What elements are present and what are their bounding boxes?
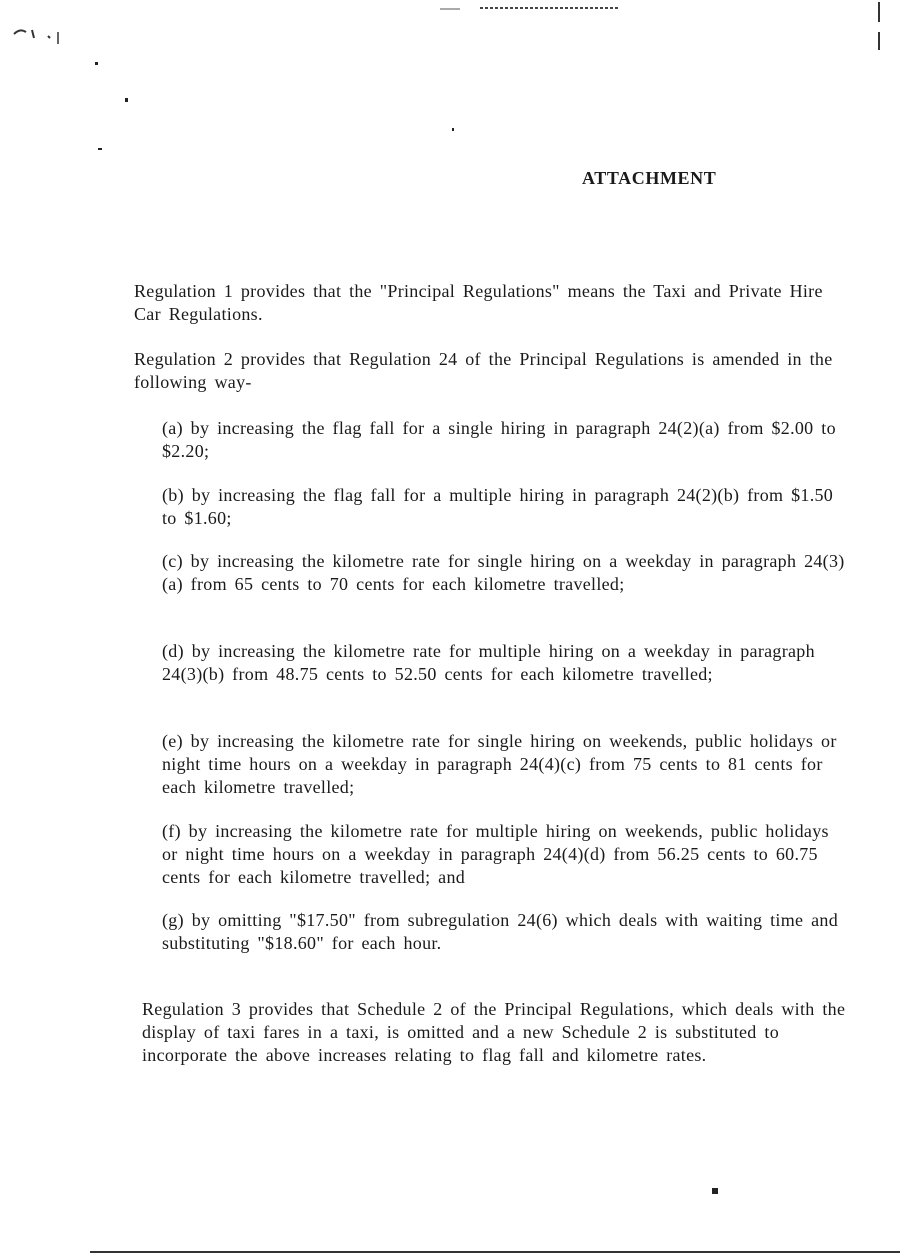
amendment-item-c: (c) by increasing the kilometre rate for single hiring on a weekday in paragraph 24(3)(a) from 65 cents to 70 cents for each kilometre travelled; [162, 551, 845, 594]
amendment-item-d: (d) by increasing the kilometre rate for multiple hiring on a weekday in paragraph 24(3)(b) from 48.75 cents to 52.50 cents for each kilometre travelled; [162, 641, 815, 684]
scan-speck [452, 128, 454, 131]
scan-bottom-edge [90, 1251, 900, 1253]
attachment-heading: ATTACHMENT [582, 168, 717, 188]
scan-speck [125, 98, 128, 102]
amendment-item-g: (g) by omitting "$17.50" from subregulation 24(6) which deals with waiting time and substituting "$18.60" for each hour. [162, 910, 838, 953]
amendment-item-e: (e) by increasing the kilometre rate for single hiring on weekends, public holidays or night time hours on a weekday in paragraph 24(4)(c) from 75 cents to 81 cents for each kilometre travelled; [162, 731, 837, 797]
amendment-item-f: (f) by increasing the kilometre rate for multiple hiring on weekends, public holidays or night time hours on a weekday in paragraph 24(4)(d) from 56.25 cents to 60.75 cents for each kilometre travelled; and [162, 821, 829, 887]
scan-corner-scribble [10, 24, 70, 54]
scan-top-edge [0, 0, 900, 2]
scan-right-mark [878, 2, 880, 22]
amendment-item-b: (b) by increasing the flag fall for a multiple hiring in paragraph 24(2)(b) from $1.50 to $1.60; [162, 485, 834, 528]
scan-speck [712, 1188, 718, 1194]
scan-speck [98, 148, 102, 150]
scan-right-mark [878, 32, 880, 50]
regulation-1-paragraph: Regulation 1 provides that the "Principal Regulations" means the Taxi and Private Hire Car Regulations. [134, 281, 823, 324]
regulation-2-paragraph: Regulation 2 provides that Regulation 24 of the Principal Regulations is amended in the following way- [134, 349, 833, 392]
scan-speck [95, 62, 98, 65]
amendment-item-a: (a) by increasing the flag fall for a single hiring in paragraph 24(2)(a) from $2.00 to $2.20; [162, 418, 836, 461]
scan-top-edge-noise [0, 7, 900, 13]
regulation-3-paragraph: Regulation 3 provides that Schedule 2 of the Principal Regulations, which deals with the display of taxi fares in a taxi, is omitted and a new Schedule 2 is substituted to incorporate the above increases relating to flag fall and kilometre rates. [142, 999, 846, 1065]
